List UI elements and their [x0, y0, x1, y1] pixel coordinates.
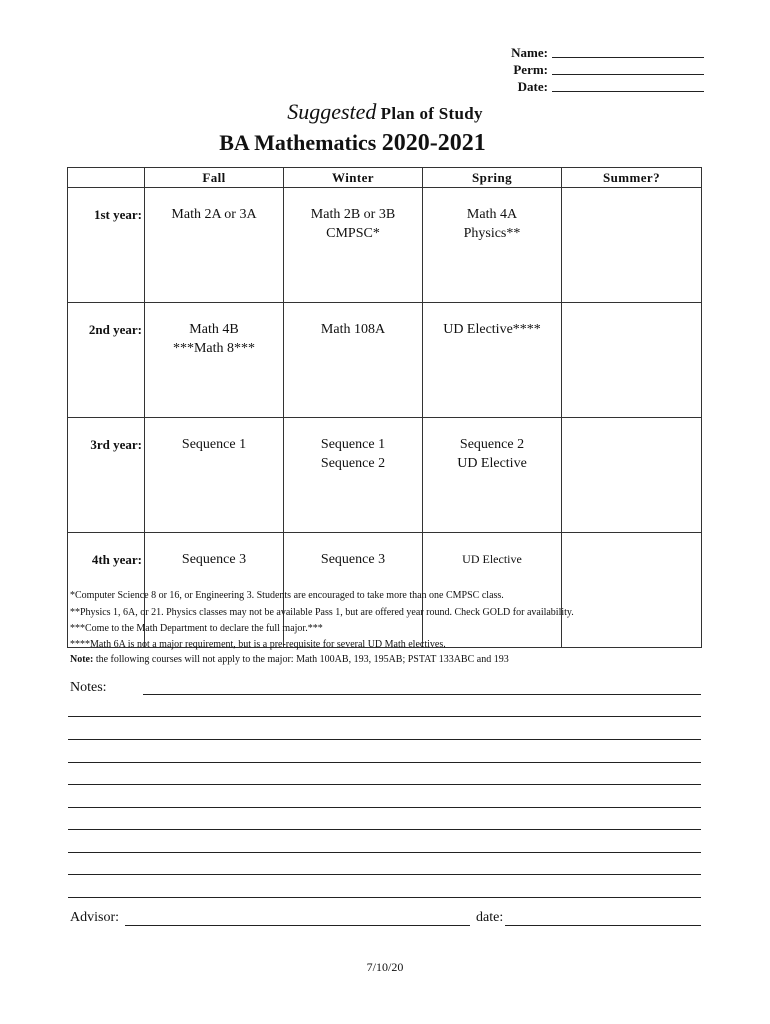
table-row [68, 418, 702, 533]
footnote-math8: ***Come to the Math Department to declare the full major.*** [70, 623, 323, 634]
course: Sequence 2 [320, 456, 386, 471]
cell-summer [562, 303, 702, 418]
notes-line[interactable] [143, 694, 701, 695]
course: Sequence 3 [320, 552, 386, 567]
course: Sequence 1 [181, 437, 247, 452]
advisor-signature-line[interactable] [125, 925, 470, 926]
cell-fall [145, 188, 284, 303]
course: CMPSC* [326, 226, 380, 241]
cell-winter [284, 303, 423, 418]
program-name: BA Mathematics [219, 130, 377, 155]
cell-spring [423, 418, 562, 533]
cell-summer [562, 533, 702, 648]
year-label: 3rd year: [68, 418, 145, 533]
date-label: Date: [517, 79, 548, 94]
notes-line[interactable] [68, 852, 701, 853]
note-label: Note: [70, 654, 94, 665]
cell-fall [145, 303, 284, 418]
year-label: 2nd year: [68, 303, 145, 418]
notes-line[interactable] [68, 897, 701, 898]
footnote-physics: **Physics 1, 6A, or 21. Physics classes may not be available Pass 1, but are offered year round. Check GOLD for availability. [70, 607, 574, 618]
year-label: 4th year: [68, 533, 145, 648]
perm-field[interactable] [470, 62, 704, 78]
column-header-spring: Spring [423, 168, 562, 188]
name-field[interactable] [470, 45, 704, 61]
table-header-row [68, 168, 702, 188]
cell-fall [145, 418, 284, 533]
course: Math 2A or 3A [171, 207, 257, 222]
notes-line[interactable] [68, 874, 701, 875]
table-row [68, 188, 702, 303]
cell-summer [562, 418, 702, 533]
note-text: the following courses will not apply to the major: Math 100AB, 193, 195AB; PSTAT 133ABC and 193 [93, 654, 509, 665]
course: Math 4A [466, 207, 518, 222]
cell-winter [284, 418, 423, 533]
name-line[interactable] [552, 57, 704, 58]
perm-line[interactable] [552, 74, 704, 75]
notes-line[interactable] [68, 784, 701, 785]
notes-line[interactable] [68, 807, 701, 808]
advisor-date-label: date: [476, 910, 504, 925]
notes-line[interactable] [68, 829, 701, 830]
page-footer-date: 7/10/20 [366, 960, 404, 974]
course: Sequence 1 [320, 437, 386, 452]
footnote-note [70, 654, 509, 665]
year-label: 1st year: [68, 188, 145, 303]
name-label: Name: [511, 45, 548, 60]
cell-spring [423, 188, 562, 303]
column-header-summer: Summer? [562, 168, 702, 188]
notes-label: Notes: [70, 680, 107, 695]
course: UD Elective [457, 456, 527, 471]
program-year: 2020-2021 [381, 130, 486, 156]
footnote-cmpsc: *Computer Science 8 or 16, or Engineering 3. Students are encouraged to take more than one CMPSC class. [70, 590, 504, 601]
page-subtitle [0, 99, 770, 125]
date-line[interactable] [552, 91, 704, 92]
advisor-date-line[interactable] [505, 925, 701, 926]
course: ***Math 8*** [172, 341, 256, 356]
column-header-winter: Winter [284, 168, 423, 188]
title-name: Plan of Study [380, 104, 483, 123]
notes-line[interactable] [68, 716, 701, 717]
footnote-math6a: ****Math 6A is not a major requirement, but is a pre-requisite for several UD Math electives. [70, 639, 446, 650]
title-prefix: Suggested [287, 99, 377, 124]
year-column-header [68, 168, 145, 188]
course: Physics** [463, 226, 521, 241]
perm-label: Perm: [513, 62, 548, 77]
page-title [0, 130, 705, 157]
course: Math 4B [189, 322, 239, 337]
course: UD Elective**** [443, 322, 541, 337]
course: Sequence 3 [181, 552, 247, 567]
notes-line[interactable] [68, 762, 701, 763]
cell-spring [423, 303, 562, 418]
cell-summer [562, 188, 702, 303]
advisor-label: Advisor: [70, 910, 119, 925]
course: Sequence 2 [459, 437, 525, 452]
course: UD Elective [462, 552, 522, 566]
plan-table [67, 167, 702, 648]
column-header-fall: Fall [145, 168, 284, 188]
course: Math 2B or 3B [310, 207, 396, 222]
date-field[interactable] [470, 79, 704, 95]
cell-winter [284, 188, 423, 303]
table-row [68, 303, 702, 418]
course: Math 108A [320, 322, 386, 337]
notes-line[interactable] [68, 739, 701, 740]
